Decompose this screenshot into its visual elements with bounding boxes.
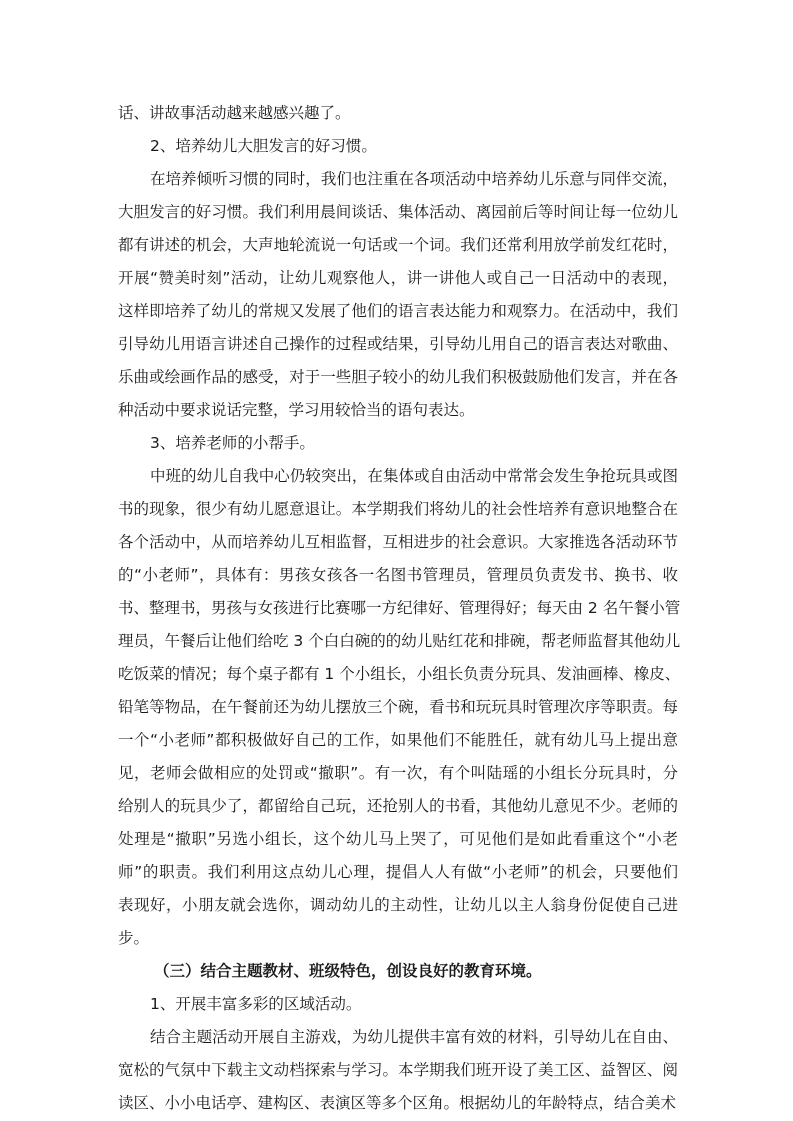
text-line: 表现好，小朋友就会选你，调动幼儿的主动性，让幼儿以主人翁身份促使自己进 bbox=[118, 896, 678, 914]
text-line: 各个活动中，从而培养幼儿互相监督，互相进步的社会意识。大家推选各活动环节 bbox=[118, 533, 678, 551]
text-line: 话、讲故事活动越来越感兴趣了。 bbox=[118, 104, 351, 122]
section-heading bbox=[118, 955, 678, 988]
text-line: 步。 bbox=[118, 929, 150, 947]
text-line: 大胆发言的好习惯。我们利用晨间谈话、集体活动、离园前后等时间让每一位幼儿 bbox=[118, 203, 678, 221]
paragraph bbox=[118, 1021, 678, 1120]
text-line: 书的现象，很少有幼儿愿意退让。本学期我们将幼儿的社会性培养有意识地整合在 bbox=[118, 500, 678, 518]
text-line: 1、开展丰富多彩的区域活动。 bbox=[150, 995, 362, 1013]
text-line: 书、整理书，男孩与女孩进行比赛哪一方纪律好、管理得好；每天由 2 名午餐小管 bbox=[118, 599, 681, 617]
text-line: 2、培养幼儿大胆发言的好习惯。 bbox=[150, 137, 377, 155]
text-line: 给别人的玩具少了，都留给自己玩，还抢别人的书看，其他幼儿意见不少。老师的 bbox=[118, 797, 678, 815]
text-line: 开展“赞美时刻”活动，让幼儿观察他人，讲一讲他人或自己一日活动中的表现， bbox=[118, 269, 678, 287]
paragraph bbox=[118, 988, 678, 1021]
text-line: 结合主题活动开展自主游戏，为幼儿提供丰富有效的材料，引导幼儿在自由、 bbox=[150, 1028, 678, 1046]
text-line: （三）结合主题教材、班级特色，创设良好的教育环境。 bbox=[154, 962, 542, 980]
text-line: 处理是“撤职”另选小组长，这个幼儿马上哭了，可见他们是如此看重这个“小老 bbox=[118, 830, 678, 848]
paragraph bbox=[118, 427, 678, 460]
paragraph bbox=[118, 130, 678, 163]
text-line: 一个“小老师”都积极做好自己的工作，如果他们不能胜任，就有幼儿马上提出意 bbox=[118, 731, 678, 749]
text-line: 在培养倾听习惯的同时，我们也注重在各项活动中培养幼儿乐意与同伴交流， bbox=[150, 170, 678, 188]
text-line: 师”的职责。我们利用这点幼儿心理，提倡人人有做“小老师”的机会，只要他们 bbox=[118, 863, 678, 881]
paragraph bbox=[118, 460, 681, 955]
text-line: 乐曲或绘画作品的感受，对于一些胆子较小的幼儿我们积极鼓励他们发言，并在各 bbox=[118, 368, 678, 386]
text-line: 宽松的气氛中下载主文动档探索与学习。本学期我们班开设了美工区、益智区、阅 bbox=[118, 1061, 678, 1079]
text-line: 种活动中要求说话完整，学习用较恰当的语句表达。 bbox=[118, 401, 475, 419]
text-line: 理员，午餐后让他们给吃 3 个白白碗的的幼儿贴红花和排碗，帮老师监督其他幼儿 bbox=[118, 632, 681, 650]
document-body bbox=[118, 97, 681, 1120]
text-line: 吃饭菜的情况；每个桌子都有 1 个小组长，小组长负责分玩具、发油画棒、橡皮、 bbox=[118, 665, 681, 683]
text-line: 这样即培养了幼儿的常规又发展了他们的语言表达能力和观察力。在活动中，我们 bbox=[118, 302, 678, 320]
paragraph bbox=[118, 163, 678, 427]
text-line: 中班的幼儿自我中心仍较突出，在集体或自由活动中常常会发生争抢玩具或图 bbox=[150, 467, 678, 485]
text-line: 见，老师会做相应的处罚或“撤职”。有一次，有个叫陆瑶的小组长分玩具时，分 bbox=[118, 764, 678, 782]
text-line: 引导幼儿用语言讲述自己操作的过程或结果，引导幼儿用自己的语言表达对歌曲、 bbox=[118, 335, 678, 353]
text-line: 都有讲述的机会，大声地轮流说一句话或一个词。我们还常利用放学前发红花时， bbox=[118, 236, 678, 254]
text-line: 3、培养老师的小帮手。 bbox=[150, 434, 315, 452]
paragraph bbox=[118, 97, 678, 130]
text-line: 的“小老师”，具体有：男孩女孩各一名图书管理员，管理员负责发书、换书、收 bbox=[118, 566, 678, 584]
text-line: 铅笔等物品，在午餐前还为幼儿摆放三个碗，看书和玩玩具时管理次序等职责。每 bbox=[118, 698, 678, 716]
text-line: 读区、小小电话亭、建构区、表演区等多个区角。根据幼儿的年龄特点，结合美术 bbox=[118, 1094, 677, 1112]
